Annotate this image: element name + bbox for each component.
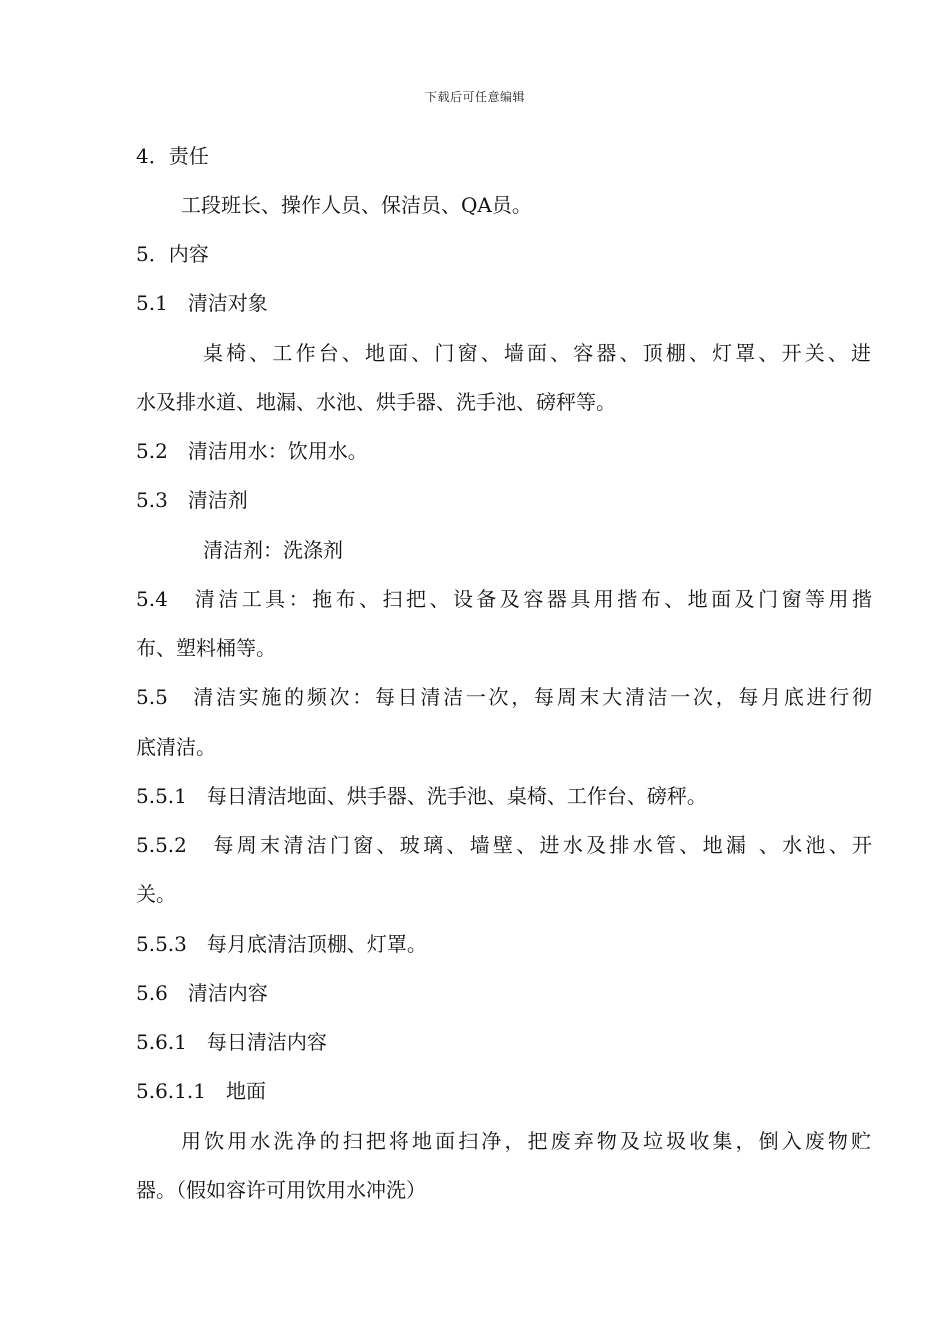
paragraph-5-6-1-1-line-1: 用饮用水洗净的扫把将地面扫净，把废弃物及垃圾收集，倒入废物贮: [181, 1129, 871, 1153]
paragraph-5-6-1-1-line-2: 器。（假如容许可用饮用水冲洗）: [136, 1178, 426, 1202]
paragraph-5-5-3: 5.5.3 每月底清洁顶棚、灯罩。: [136, 932, 427, 956]
section-heading-content: 5．内容: [136, 242, 209, 266]
subsection-heading-5-1: 5.1 清洁对象: [136, 291, 268, 315]
subsection-heading-5-6-1-1: 5.6.1.1 地面: [136, 1079, 266, 1103]
paragraph-5-5-line-1: 5.5 清洁实施的频次：每日清洁一次，每周末大清洁一次，每月底进行彻: [136, 685, 872, 709]
subsection-heading-5-3: 5.3 清洁剂: [136, 488, 248, 512]
paragraph-5-5-line-2: 底清洁。: [136, 735, 216, 759]
paragraph-5-5-2-line-1: 5.5.2 每周末清洁门窗、玻璃、墙壁、进水及排水管、地漏 、水池、开: [136, 833, 872, 857]
paragraph-5-5-2-line-2: 关。: [136, 882, 176, 906]
paragraph-responsibility: 工段班长、操作人员、保洁员、QA员。: [181, 193, 532, 217]
subsection-heading-5-2: 5.2 清洁用水：饮用水。: [136, 439, 368, 463]
section-heading-responsibility: 4．责任: [136, 144, 209, 168]
paragraph-5-1-line-1: 桌椅、工作台、地面、门窗、墙面、容器、顶棚、灯罩、开关、进: [203, 341, 871, 365]
paragraph-5-1-line-2: 水及排水道、地漏、水池、烘手器、洗手池、磅秤等。: [136, 390, 616, 414]
paragraph-5-4-line-1: 5.4 清洁工具：拖布、扫把、设备及容器具用揩布、地面及门窗等用揩: [136, 587, 872, 611]
paragraph-5-4-line-2: 布、塑料桶等。: [136, 636, 276, 660]
page-header: 下载后可任意编辑: [424, 90, 525, 104]
paragraph-5-5-1: 5.5.1 每日清洁地面、烘手器、洗手池、桌椅、工作台、磅秤。: [136, 784, 707, 808]
subsection-heading-5-6: 5.6 清洁内容: [136, 981, 268, 1005]
subsection-heading-5-6-1: 5.6.1 每日清洁内容: [136, 1030, 327, 1054]
paragraph-5-3: 清洁剂：洗涤剂: [203, 538, 343, 562]
